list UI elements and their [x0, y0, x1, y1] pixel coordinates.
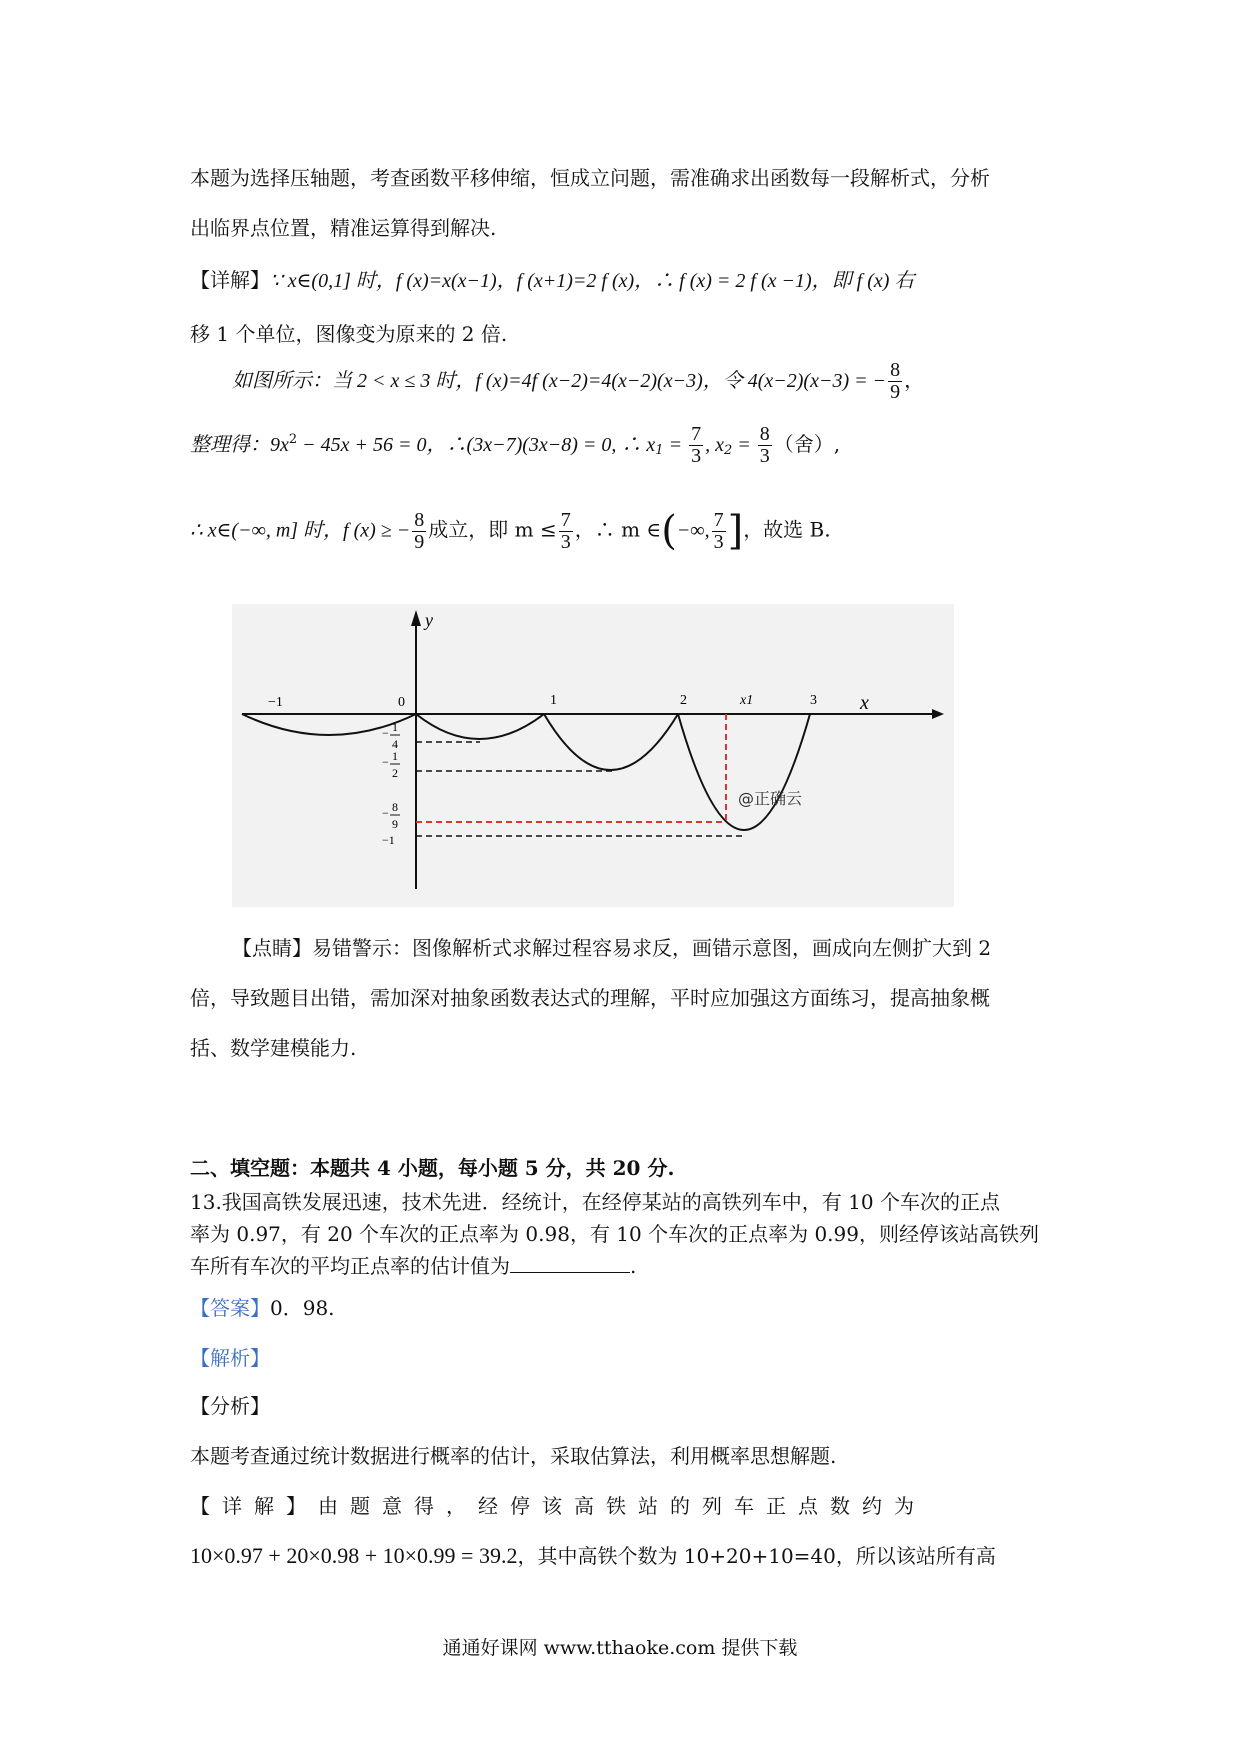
y-tick-quarter-4: 4: [392, 737, 398, 751]
detail-line-1: [190, 264, 1060, 293]
y-tick-half-1: 1: [392, 749, 398, 763]
x-tick-x1: x1: [740, 693, 754, 708]
eq-equals-2: =: [732, 434, 756, 456]
exponent: 2: [288, 432, 298, 447]
detail2-text: ，其中高铁个数为 10+20+10=40，所以该站所有高: [517, 1544, 996, 1568]
answer-blank: [510, 1254, 630, 1273]
intro-line-1: 本题为选择压轴题，考查函数平移伸缩，恒成立问题，需准确求出函数每一段解析式，分析: [190, 166, 990, 190]
y-tick-89-8: 8: [392, 800, 398, 814]
fraction-8-9: $\frac{8}{9}$: [890, 359, 901, 403]
x-axis-arrow: [932, 709, 944, 719]
subscript-2: 2: [723, 443, 733, 458]
subscript-1: 1: [655, 443, 664, 458]
curve-segment-neg1-0: [242, 714, 416, 735]
answer-value: 0．98.: [270, 1296, 335, 1320]
curve-segment-1-2: [544, 714, 678, 770]
conclusion-b: 成立，即 m ≤: [428, 517, 557, 542]
answer-label: 【答案】: [190, 1296, 270, 1320]
fraction-7-3: $\frac{7}{3}$: [691, 423, 702, 467]
page-footer: 通通好课网 www.tthaoke.com 提供下载: [442, 1637, 798, 1659]
left-paren: (: [661, 508, 677, 554]
x-tick--1: −1: [268, 695, 283, 710]
q13-line-3: [190, 1250, 1060, 1279]
graph-svg: [232, 604, 954, 907]
curve-segment-2-3: [678, 714, 810, 830]
fraction-7-3-c: $\frac{7}{3}$: [713, 508, 724, 553]
q13-text: 车所有车次的平均正点率的估计值为: [190, 1254, 510, 1278]
detail-line-2: 移 1 个单位，图像变为原来的 2 倍.: [190, 322, 508, 346]
pitfall-line-3: 括、数学建模能力.: [190, 1036, 357, 1060]
eq-equals-1: =: [663, 434, 688, 456]
section-title: 二、填空题：本题共 4 小题，每小题 5 分，共 20 分.: [190, 1156, 675, 1180]
y-axis-arrow: [411, 610, 421, 626]
y-tick-quarter-1: 1: [392, 720, 398, 734]
detail2-formula: 10×0.97 + 20×0.98 + 10×0.99 = 39.2: [190, 1543, 518, 1568]
x-axis-label: x: [860, 692, 869, 714]
fraction-8-3: $\frac{8}{3}$: [759, 423, 770, 467]
y-tick-quarter-num: −: [382, 726, 389, 740]
pitfall-line-1: 【点睛】易错警示：图像解析式求解过程容易求反，画错示意图，画成向左侧扩大到 2: [232, 936, 992, 960]
y-tick-half-2: 2: [392, 766, 398, 780]
y-tick-half-minus: −: [382, 755, 389, 769]
fraction-8-9-b: $\frac{8}{9}$: [414, 508, 425, 553]
detail-line-5: [190, 508, 1060, 554]
x-tick-1: 1: [550, 693, 557, 708]
eq-part-b: − 45x + 56 = 0，∴(3x−7)(3x−8) = 0, ∴ x: [297, 434, 656, 456]
analysis-label: 【解析】: [190, 1346, 270, 1370]
function-graph: [232, 604, 954, 907]
comma: ，: [904, 368, 925, 392]
conclusion-c: ，∴ m ∈: [574, 517, 662, 542]
detail-formula: ∵ x∈(0,1] 时，f (x)=x(x−1)，f (x+1)=2 f (x)，∴ f (x) = 2 f (x −1)，即 f (x) 右: [270, 270, 915, 292]
y-axis-label: y: [425, 610, 433, 630]
pitfall-line-2: 倍，导致题目出错，需加深对抽象函数表达式的理解，平时应加强这方面练习，提高抽象概: [190, 986, 990, 1010]
fenxi-label: 【分析】: [190, 1394, 270, 1418]
answer-line: [190, 1292, 1060, 1321]
x-tick-0: 0: [398, 695, 405, 710]
detail-line-3: [232, 360, 1102, 403]
detail-label: 【详解】: [190, 268, 270, 292]
y-tick-89-9: 9: [392, 817, 398, 831]
discard-note: （舍）,: [773, 432, 841, 456]
detail2-line-1: 【详解】由题意得，经停该高铁站的列车正点数约为: [190, 1494, 926, 1518]
right-bracket: ]: [727, 508, 744, 554]
intro-line-2: 出临界点位置，精准运算得到解决.: [190, 216, 497, 240]
fraction-7-3-b: $\frac{7}{3}$: [560, 508, 571, 553]
y-tick-minus-one: −1: [382, 833, 395, 847]
q13-line-1: 13.我国高铁发展迅速，技术先进．经统计，在经停某站的高铁列车中，有 10 个车次的正点: [190, 1190, 1000, 1214]
q13-line-2: 率为 0.97，有 20 个车次的正点率为 0.98，有 10 个车次的正点率为 0.99，则经停该站高铁列: [190, 1222, 1039, 1246]
interval-left: −∞,: [676, 519, 710, 542]
curve-segment-0-1: [416, 714, 544, 739]
eq-part-d: , x: [705, 434, 724, 456]
y-ticks: [382, 720, 400, 847]
detail2-line-2: [190, 1540, 1060, 1569]
y-tick-89-minus: −: [382, 806, 389, 820]
conclusion-a: ∴ x∈(−∞, m] 时，f (x) ≥ −: [190, 519, 411, 542]
watermark: @正确云: [738, 789, 803, 808]
detail-line-4: [190, 424, 1060, 467]
fenxi-text: 本题考查通过统计数据进行概率的估计，采取估算法，利用概率思想解题.: [190, 1444, 837, 1468]
x-tick-2: 2: [680, 693, 687, 708]
choose-b: ，故选 B.: [743, 517, 831, 542]
q13-period: .: [630, 1254, 637, 1278]
eq-part-a: 整理得：9x: [190, 434, 289, 456]
case-text: 如图所示：当 2 < x ≤ 3 时，f (x)=4f (x−2)=4(x−2)(x−3)，令 4(x−2)(x−3) = −: [232, 370, 887, 392]
x-tick-3: 3: [810, 693, 817, 708]
